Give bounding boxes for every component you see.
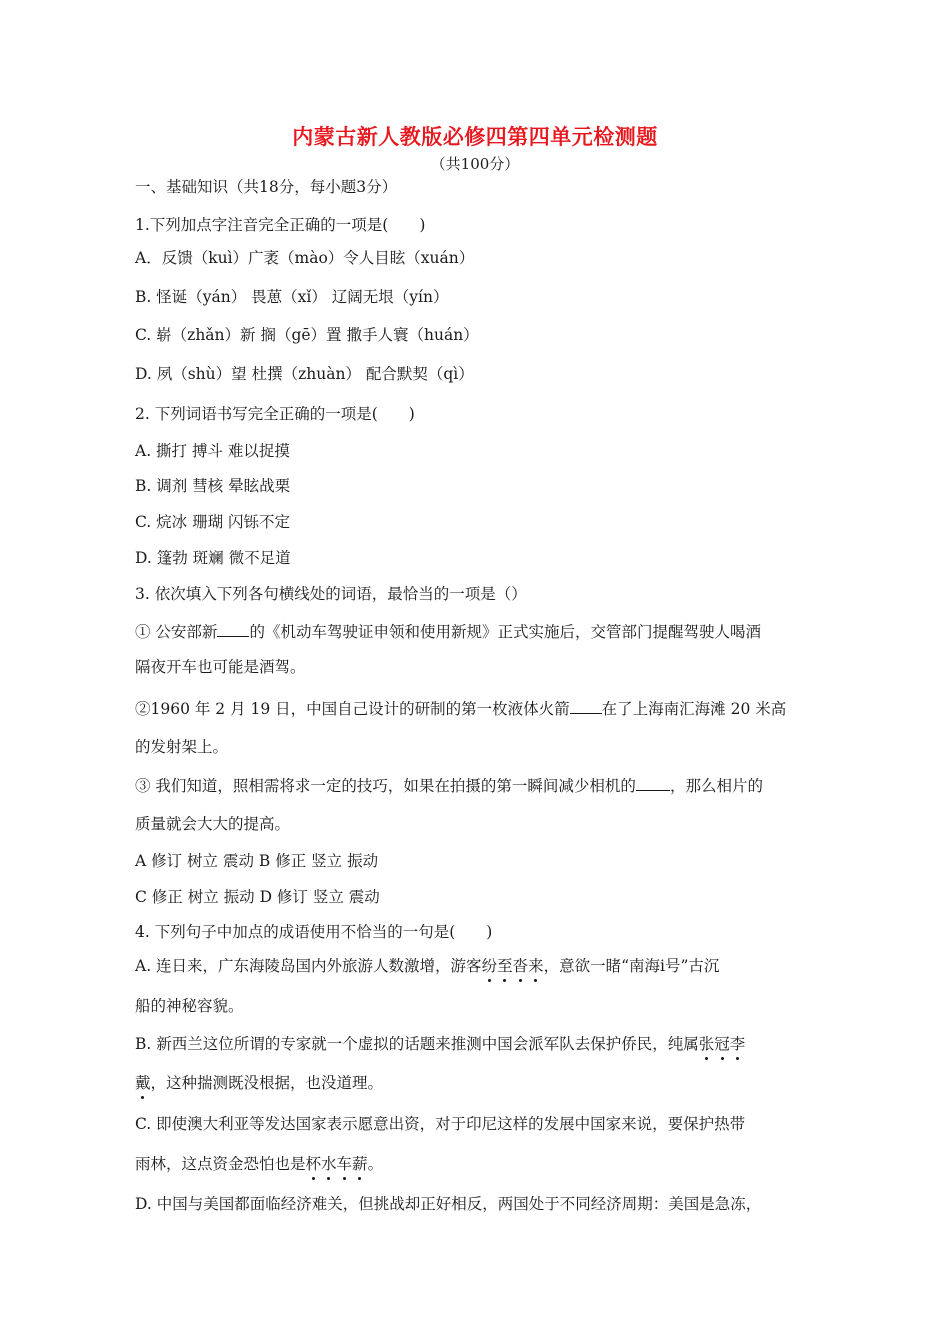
- dotted-char: 至: [497, 957, 513, 975]
- question-3-sentence-3: [135, 774, 763, 796]
- question-3-sentence-2-cont: 的发射架上。: [135, 738, 229, 756]
- sentence-text: 雨林，这点资金恐怕也是: [135, 1155, 306, 1173]
- question-3-sentence-1: [135, 620, 761, 642]
- dotted-char: 杯: [305, 1155, 322, 1173]
- question-3-sentence-2: [135, 697, 786, 719]
- question-1-option-b: B. 怪诞（yán） 畏葸（xǐ） 辽阔无垠（yín）: [135, 288, 449, 306]
- dotted-char: 戴: [135, 1074, 151, 1092]
- question-3-stem: 3. 依次填入下列各句横线处的词语，最恰当的一项是（）: [135, 585, 527, 603]
- question-4-option-b: [135, 1034, 745, 1054]
- sentence-text: ③ 我们知道，照相需将求一定的技巧，如果在拍摄的第一瞬间减少相机的: [135, 777, 636, 795]
- sentence-text: ，意欲一睹“南海ⅰ号”古沉: [543, 957, 720, 975]
- question-3-options-cd: C 修正 树立 振动 D 修订 竖立 震动: [135, 888, 380, 906]
- question-4-option-c: C. 即使澳大利亚等发达国家表示愿意出资，对于印尼这样的发展中国家来说，要保护热带: [135, 1115, 746, 1133]
- document-subtitle: （共100分）: [430, 155, 520, 173]
- sentence-text: ②1960 年 2 月 19 日，中国自己设计的研制的第一枚液体火箭: [135, 700, 570, 718]
- question-1-option-c: C. 崭（zhǎn）新 搁（gē）置 撒手人寰（huán）: [135, 326, 479, 344]
- question-4-option-a: [135, 956, 719, 976]
- sentence-text: 。: [367, 1155, 384, 1173]
- fill-blank: [217, 620, 249, 637]
- sentence-text: ① 公安部新: [135, 623, 218, 641]
- sentence-text: ，这种揣测既没根据，也没道理。: [150, 1074, 384, 1092]
- dotted-char: 来: [528, 957, 544, 975]
- question-1-option-d: D. 夙（shù）望 杜撰（zhuàn） 配合默契（qì）: [135, 365, 474, 383]
- question-2-option-c: C. 烷冰 珊瑚 闪铄不定: [135, 513, 291, 531]
- question-4-option-b-cont: [135, 1073, 383, 1093]
- sentence-text: B. 新西兰这位所谓的专家就一个虚拟的话题来推测中国会派军队去保护侨民，纯属: [135, 1035, 699, 1053]
- question-4-stem: 4. 下列句子中加点的成语使用不恰当的一句是( ): [135, 923, 493, 941]
- dotted-char: 纷: [481, 957, 498, 975]
- question-2-option-b: B. 调剂 彗核 晕眩战栗: [135, 477, 291, 495]
- question-3-options-ab: A 修订 树立 震动 B 修正 竖立 振动: [135, 852, 379, 870]
- fill-blank: [636, 774, 670, 791]
- fill-blank: [570, 697, 602, 714]
- document-title: 内蒙古新人教版必修四第四单元检测题: [292, 125, 658, 149]
- sentence-text: ，那么相片的: [669, 777, 763, 795]
- question-3-sentence-3-cont: 质量就会大大的提高。: [135, 815, 291, 833]
- sentence-text: A. 连日来，广东海陵岛国内外旅游人数激增，游客: [135, 957, 482, 975]
- question-2-option-a: A. 撕打 搏斗 难以捉摸: [135, 442, 290, 460]
- dotted-char: 薪: [352, 1155, 368, 1173]
- dotted-char: 李: [729, 1035, 746, 1053]
- question-1-option-a: A．反馈（kuì）广袤（mào）令人目眩（xuán）: [135, 249, 475, 267]
- question-3-sentence-1-cont: 隔夜开车也可能是酒驾。: [135, 658, 306, 676]
- dotted-char: 车: [336, 1155, 353, 1173]
- dotted-char: 张: [698, 1035, 715, 1053]
- question-2-stem: 2. 下列词语书写完全正确的一项是( ): [135, 405, 415, 423]
- section-heading: 一、基础知识（共18分，每小题3分）: [135, 178, 398, 196]
- dotted-char: 沓: [512, 957, 529, 975]
- question-4-option-a-cont: 船的神秘容貌。: [135, 997, 244, 1015]
- question-2-option-d: D. 篷勃 斑斓 微不足道: [135, 549, 291, 567]
- question-4-option-d: D. 中国与美国都面临经济难关，但挑战却正好相反，两国处于不同经济周期：美国是急冻，: [135, 1195, 762, 1213]
- dotted-char: 冠: [714, 1035, 730, 1053]
- sentence-text: 在了上海南汇海滩 20 米高: [601, 700, 787, 718]
- sentence-text: 的《机动车驾驶证申领和使用新规》正式实施后，交管部门提醒驾驶人喝酒: [249, 623, 761, 641]
- question-1-stem: 1.下列加点字注音完全正确的一项是( ): [135, 216, 426, 234]
- dotted-char: 水: [321, 1155, 337, 1173]
- question-4-option-c-cont: [135, 1154, 383, 1174]
